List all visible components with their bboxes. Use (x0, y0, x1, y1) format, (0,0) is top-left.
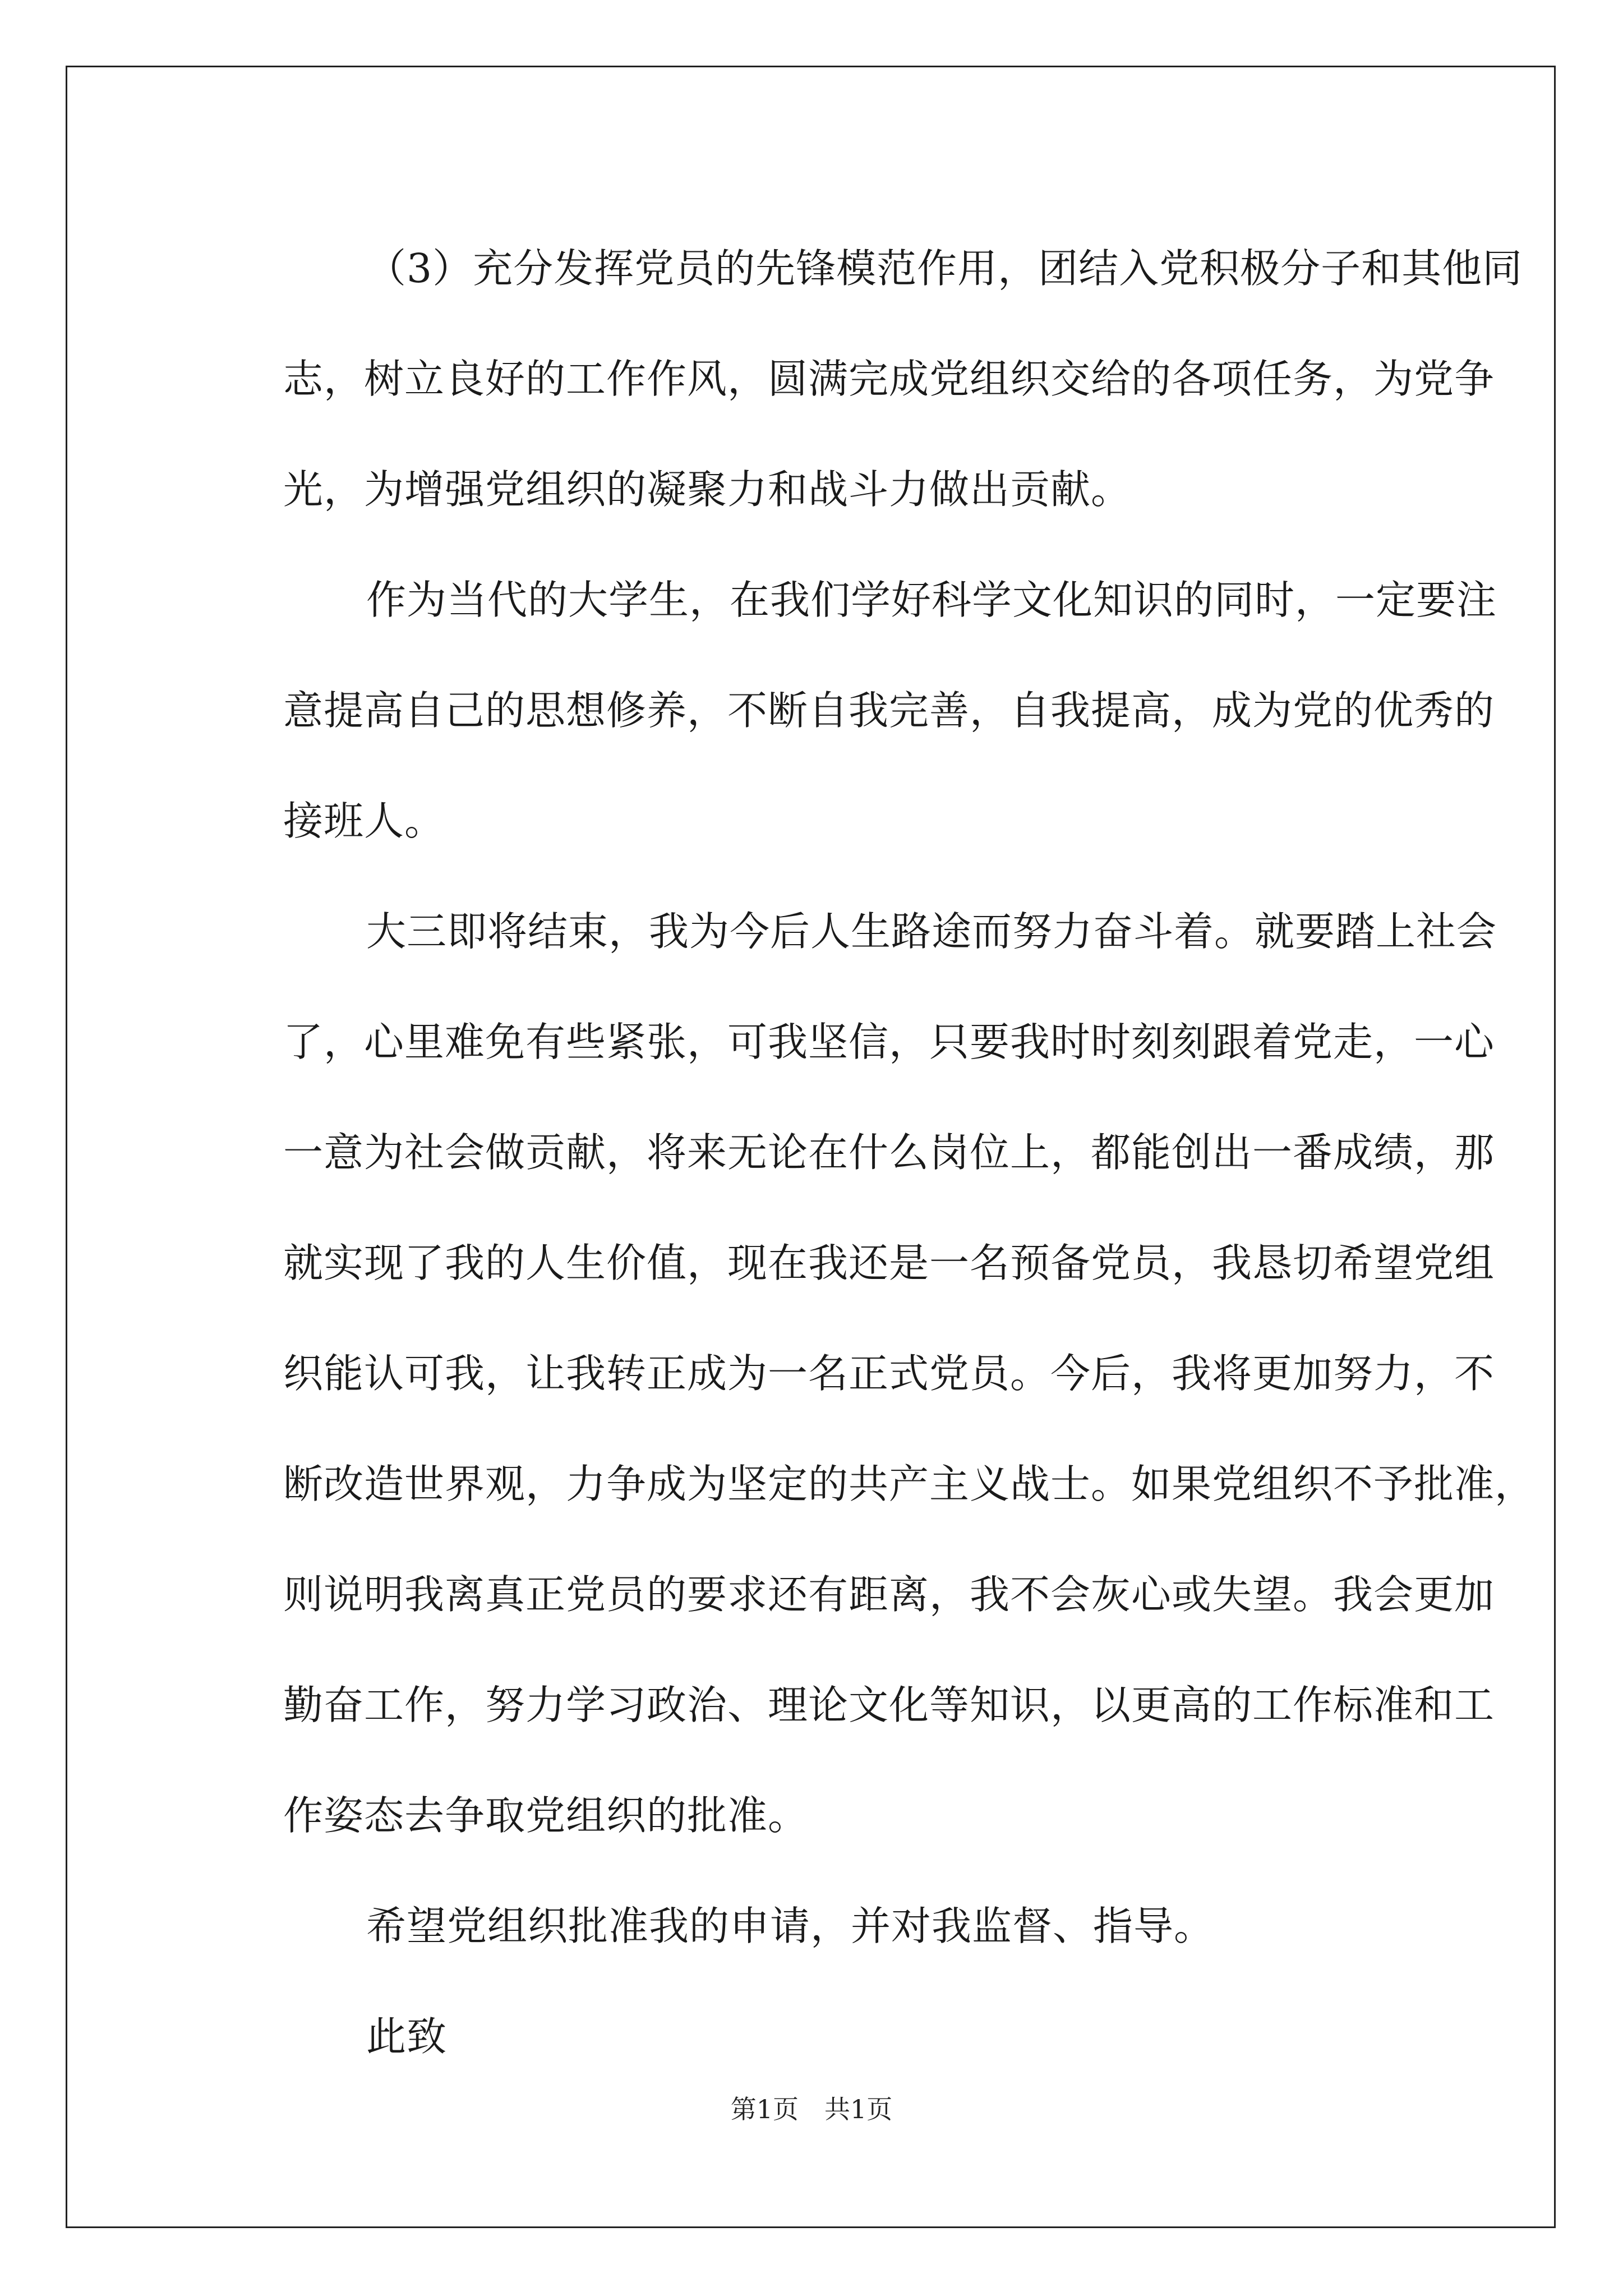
paragraph (200, 213, 1523, 545)
text-line: 织能认可我，让我转正成为一名正式党员。今后，我将更加努力，不 (283, 1350, 1495, 1397)
text-line: 接班人。 (283, 798, 445, 844)
text-line: 希望党组织批准我的申请，并对我监督、指导。 (366, 1903, 1215, 1949)
paragraph (200, 545, 1497, 876)
text-line: 志，树立良好的工作作风，圆满完成党组织交给的各项任务，为党争 (283, 356, 1495, 402)
paragraph (200, 876, 1536, 1871)
text-line: 了，心里难免有些紧张，可我坚信，只要我时时刻刻跟着党走，一心 (283, 1019, 1495, 1065)
document-body (200, 213, 1536, 2092)
text-line: 作为当代的大学生，在我们学好科学文化知识的同时，一定要注 (366, 577, 1497, 623)
text-line: 则说明我离真正党员的要求还有距离，我不会灰心或失望。我会更加 (283, 1571, 1495, 1618)
text-line: 光，为增强党组织的凝聚力和战斗力做出贡献。 (283, 466, 1132, 513)
text-line: （3）充分发挥党员的先锋模范作用，团结入党积极分子和其他同 (366, 245, 1523, 292)
page-number-label: 第1页 共1页 (730, 2094, 893, 2124)
text-line: 一意为社会做贡献，将来无论在什么岗位上，都能创出一番成绩，那 (283, 1129, 1495, 1176)
text-line: 作姿态去争取党组织的批准。 (283, 1792, 809, 1839)
text-line: 勤奋工作，努力学习政治、理论文化等知识，以更高的工作标准和工 (283, 1682, 1495, 1728)
text-line: 大三即将结束，我为今后人生路途而努力奋斗着。就要踏上社会 (366, 908, 1497, 955)
closing-salutation (200, 1981, 1434, 2092)
text-line: 断改造世界观，力争成为坚定的共产主义战士。如果党组织不予批准， (283, 1461, 1536, 1507)
text-line: 意提高自己的思想修养，不断自我完善，自我提高，成为党的优秀的 (283, 687, 1495, 734)
text-line: 就实现了我的人生价值，现在我还是一名预备党员，我恳切希望党组 (283, 1240, 1495, 1286)
paragraph (200, 1871, 1434, 1981)
text-line: 此致 (366, 2013, 448, 2060)
page-footer (0, 2092, 1623, 2126)
